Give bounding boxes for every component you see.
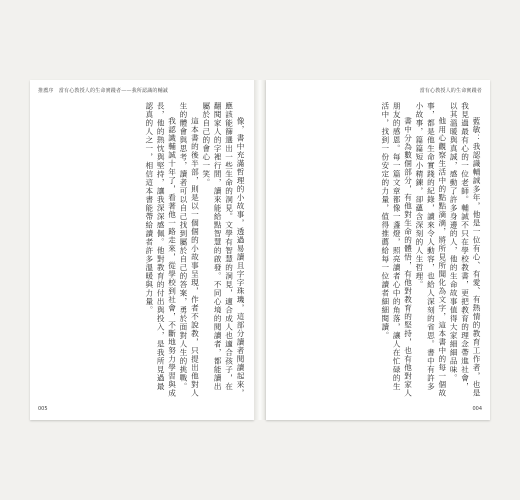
paragraph: 像，書中充滿哲理的小故事，透過易讀且字字珠璣，這部分讀者閱讀起來，應該能篩選出一些生命的洞見。文學有智慧的洞見，適合成人也適合孩子，在翻閱家人的字裡行間，讀來能給點智慧的啟發。不同心境的閱讀者，都能讀出屬於自己的會心一笑。 [201,102,245,398]
paragraph: 藍敏：我認識輔誠多年，他是一位有心、有愛、有熱情的教育工作者，也是我見過最有心的一位老師。輔誠不只在學校教書，更把教育的理念帶進社會，以其溫暖與真誠，感動了許多身邊的人，他的生命故事值得大家細細品味。 [449,102,481,398]
page-number: 004 [472,406,482,412]
paragraph: 書中分為數個部分，有他對生命的體悟，有他對教育的堅持，也有他對家人朋友的感恩。每一篇文章都像一盞燈，照亮讀者心中的角落，讓人在忙碌的生活中，找到一份安定的力量，值得推薦給每一位讀者細細閱讀。 [380,102,413,398]
body-text [38,102,246,398]
paragraph: 他用心觀察生活中的點點滴滴，將所見所聞化為文字，這本書中的每一個故事，都是他生命實踐的紀錄，讀來令人動容，也給人深刻的省思。書中有許多小故事，篇篇短小精鍊，卻蘊含深刻的人生哲理。 [414,102,447,398]
paragraph: 這本書的後半部，則是以一個個的小故事呈現，作者不說教，只提出他對人生的體會與思考，讀者可以自己找到屬於自己的答案，勇於面對人生的挑戰。 [178,102,200,398]
left-page [30,80,254,420]
running-head: 推薦序 當有心教授人的生命實踐者——我所認識的輔誠 [38,88,169,94]
book-gutter [254,80,266,420]
running-head: 當有心教授人的生命實踐者 [419,88,482,94]
body-text [274,102,482,398]
right-page [266,80,490,420]
paragraph: 我認識輔誠十年了，看著他一路走來，從學校到社會，不斷地努力學習與成長，他的熱忱與堅持，讓我深深感佩。他對教育的付出與投入，是我所見過最認真的人之一，相信這本書能帶給讀者許多溫暖與力量。 [144,102,177,398]
page-number: 005 [38,406,48,412]
